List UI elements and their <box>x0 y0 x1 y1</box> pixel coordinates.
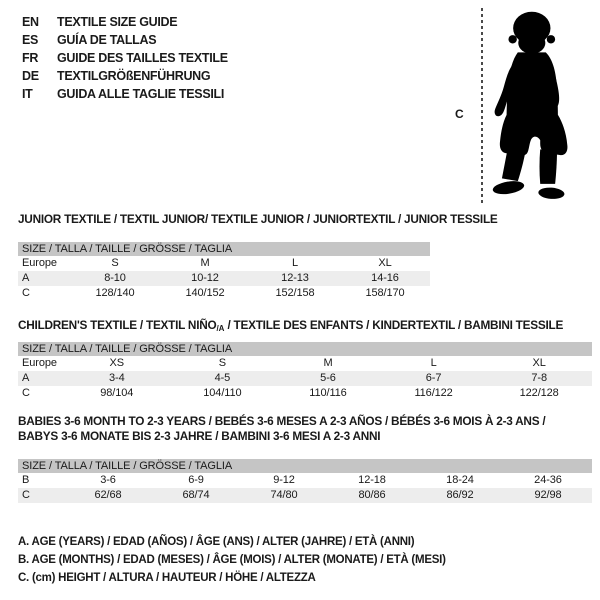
language-code: FR <box>22 51 39 65</box>
table-cell: 5-6 <box>320 372 336 384</box>
section-title-children <box>18 318 563 333</box>
table-row-c <box>18 286 430 301</box>
language-title: GUÍA DE TALLAS <box>57 33 157 47</box>
language-row <box>22 85 228 103</box>
table-cell: 12-18 <box>358 474 386 486</box>
table-cell: 92/98 <box>534 489 562 501</box>
size-table-children <box>18 342 592 401</box>
table-cell: 12-13 <box>281 272 309 284</box>
footnote-a: A. AGE (YEARS) / EDAD (AÑOS) / ÂGE (ANS) / ALTER (JAHRE) / ETÀ (ANNI) <box>18 536 415 548</box>
row-label: A <box>22 272 30 284</box>
table-size-header: SIZE / TALLA / TAILLE / GRÖSSE / TAGLIA <box>18 242 430 256</box>
height-c-label: C <box>455 107 464 121</box>
row-label: C <box>22 387 30 399</box>
table-row-b <box>18 473 592 488</box>
language-title: TEXTILGRÖßENFÜHRUNG <box>57 69 211 83</box>
table-cell: 10-12 <box>191 272 219 284</box>
language-title-list <box>22 13 228 103</box>
size-table-junior <box>18 242 430 301</box>
table-cell: XL <box>532 357 546 369</box>
table-cell: 104/110 <box>203 387 242 399</box>
table-cell: 128/140 <box>95 287 135 299</box>
table-cell: 8-10 <box>104 272 126 284</box>
table-cell: S <box>111 257 119 269</box>
table-row-c <box>18 386 592 401</box>
table-cell: 122/128 <box>519 387 559 399</box>
section-title-children-text2: / TEXTILE DES ENFANTS / KINDERTEXTIL / BAMBINI TESSILE <box>224 318 564 332</box>
language-row <box>22 13 228 31</box>
table-cell: 158/170 <box>365 287 405 299</box>
table-row-a <box>18 371 592 386</box>
section-title-children-text: CHILDREN'S TEXTILE / TEXTIL NIÑO <box>18 318 217 332</box>
language-row <box>22 67 228 85</box>
table-cell: 3-4 <box>108 372 125 384</box>
footnote-b: B. AGE (MONTHS) / EDAD (MESES) / ÂGE (MOIS) / ALTER (MONATE) / ETÀ (MESI) <box>18 554 446 566</box>
row-label: A <box>22 372 30 384</box>
table-cell: 62/68 <box>94 489 122 501</box>
table-cell: 74/80 <box>270 489 298 501</box>
table-size-header: SIZE / TALLA / TAILLE / GRÖSSE / TAGLIA <box>18 459 592 473</box>
language-code: ES <box>22 33 39 47</box>
table-cell: 7-8 <box>531 372 547 384</box>
baby-silhouette <box>487 6 599 206</box>
table-cell: 9-12 <box>273 474 295 486</box>
language-row <box>22 49 228 67</box>
row-label: C <box>22 489 30 501</box>
table-row-c <box>18 488 592 503</box>
section-title-children-subscript: /A <box>216 324 225 333</box>
table-cell: XL <box>378 257 392 269</box>
table-row-a <box>18 271 430 286</box>
table-cell: 80/86 <box>358 489 386 501</box>
table-cell: 110/116 <box>309 387 347 399</box>
height-dashed-line <box>481 8 483 206</box>
table-row-europe <box>18 256 430 271</box>
row-label: Europe <box>22 257 57 269</box>
table-cell: 68/74 <box>182 489 210 501</box>
size-table-babies <box>18 459 592 503</box>
table-cell: 152/158 <box>275 287 315 299</box>
table-cell: L <box>291 257 299 269</box>
language-title: GUIDA ALLE TAGLIE TESSILI <box>57 87 225 101</box>
table-cell: 140/152 <box>185 287 225 299</box>
language-title: GUIDE DES TAILLES TEXTILE <box>57 51 228 65</box>
table-cell: L <box>430 357 437 369</box>
table-cell: 6-7 <box>425 372 442 384</box>
table-cell: XS <box>109 357 125 369</box>
section-title-babies <box>18 414 545 444</box>
language-code: IT <box>22 87 33 101</box>
language-code: EN <box>22 15 39 29</box>
row-label: C <box>22 287 30 299</box>
table-cell: 86/92 <box>446 489 474 501</box>
row-label: Europe <box>22 357 57 369</box>
table-cell: 4-5 <box>214 372 231 384</box>
table-cell: M <box>200 257 210 269</box>
table-row-europe <box>18 356 592 371</box>
section-title-babies-line1: BABIES 3-6 MONTH TO 2-3 YEARS / BEBÉS 3-6 MESES A 2-3 AÑOS / BÉBÉS 3-6 MOIS À 2-3 ANS / <box>18 414 546 428</box>
table-cell: 98/104 <box>100 387 134 399</box>
table-cell: 18-24 <box>446 474 474 486</box>
table-cell: S <box>218 357 227 369</box>
table-cell: 6-9 <box>188 474 204 486</box>
language-title: TEXTILE SIZE GUIDE <box>57 15 178 29</box>
language-row <box>22 31 228 49</box>
footnote-c: C. (cm) HEIGHT / ALTURA / HAUTEUR / HÖHE / ALTEZZA <box>18 572 316 584</box>
footnotes <box>18 533 446 587</box>
table-cell: M <box>323 357 333 369</box>
section-title-junior: JUNIOR TEXTILE / TEXTIL JUNIOR/ TEXTILE JUNIOR / JUNIORTEXTIL / JUNIOR TESSILE <box>18 212 498 226</box>
table-cell: 3-6 <box>100 474 116 486</box>
row-label: B <box>22 474 30 486</box>
table-size-header: SIZE / TALLA / TAILLE / GRÖSSE / TAGLIA <box>18 342 592 356</box>
section-title-babies-line2: BABYS 3-6 MONATE BIS 2-3 JAHRE / BAMBINI 3-6 MESI A 2-3 ANNI <box>18 429 381 443</box>
table-cell: 14-16 <box>371 272 399 284</box>
table-cell: 116/122 <box>414 387 453 399</box>
table-cell: 24-36 <box>534 474 562 486</box>
language-code: DE <box>22 69 39 83</box>
